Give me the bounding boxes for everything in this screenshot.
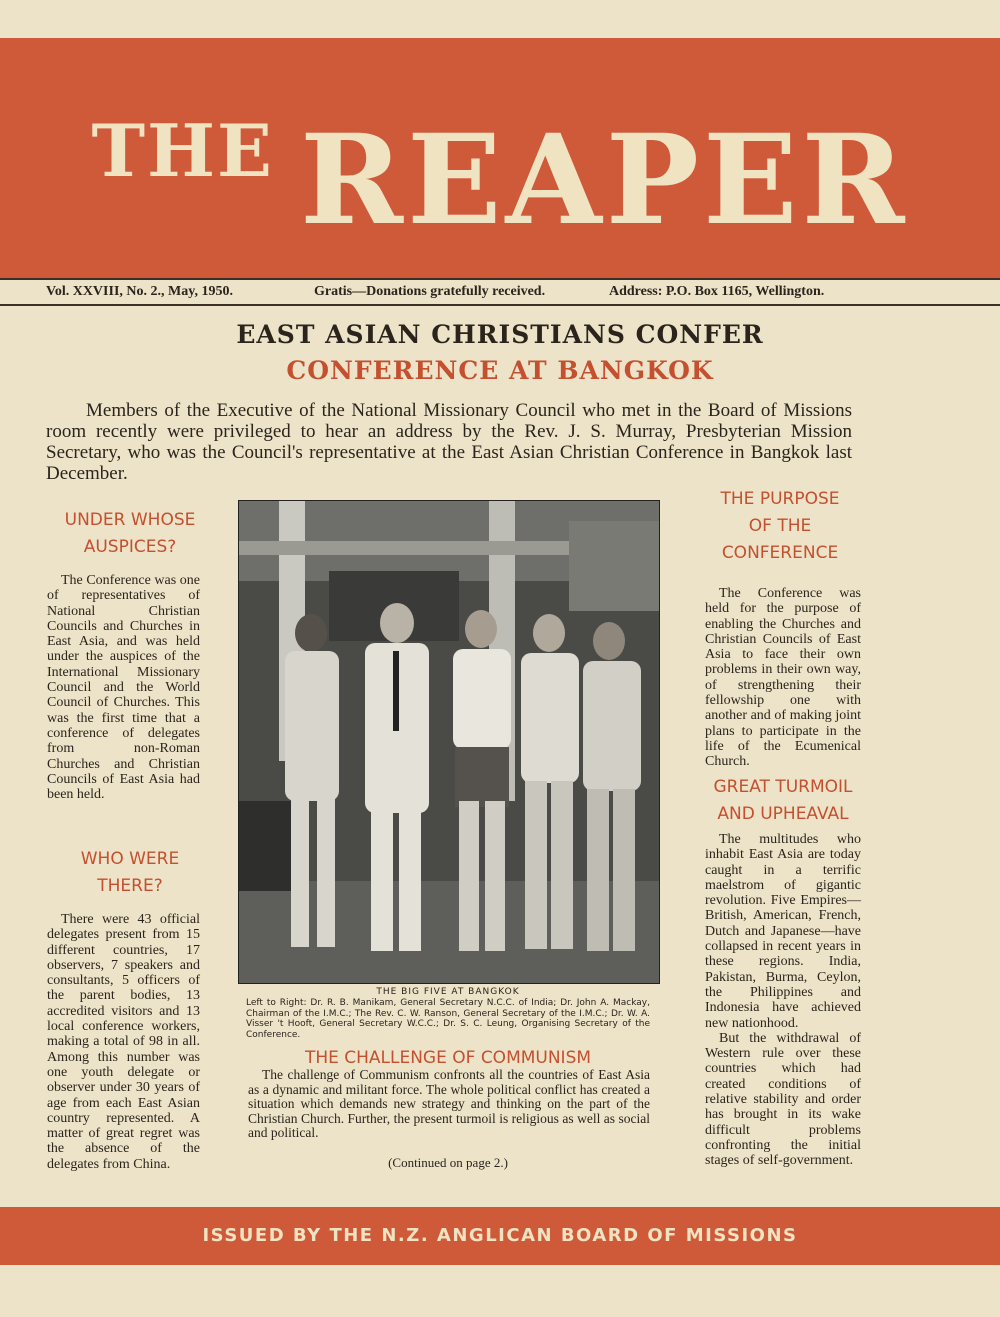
there-paragraph: There were 43 official delegates present from 15 different countries, 17 observers, 7 speakers and consultants, 5 officers of the parent bodies, 13 accredited visitors and 13 local conference workers, making a total of 98 in all. Among this number was one youth delegate or observer under 30 years of age from each East Asian country represented. A matter of great regret was the absence of the delegates from China. bbox=[47, 912, 200, 1172]
auspices-text bbox=[47, 573, 200, 802]
purpose-heading bbox=[705, 486, 855, 567]
there-heading-line1: WHO WERE bbox=[80, 849, 180, 869]
turmoil-heading-line2: AND UPHEAVAL bbox=[717, 804, 849, 824]
turmoil-paragraph-2: But the withdrawal of Western rule over these countries which had created conditions of relative stability and order has brought in its wake difficult problems confronting the initial stages of self-government. bbox=[705, 1030, 861, 1169]
masthead-banner bbox=[0, 38, 1000, 278]
communism-text bbox=[248, 1068, 650, 1141]
main-headline: EAST ASIAN CHRISTIANS CONFER bbox=[236, 320, 764, 349]
purpose-heading-line1: THE PURPOSE bbox=[720, 489, 840, 509]
masthead-reaper: REAPER bbox=[299, 108, 909, 253]
volume-info: Vol. XXVIII, No. 2., May, 1950. bbox=[46, 284, 233, 299]
there-heading-line2: THERE? bbox=[97, 876, 163, 896]
masthead-the: THE bbox=[91, 108, 274, 193]
communism-paragraph: The challenge of Communism confronts all the countries of East Asia as a dynamic and militant force. The whole political conflict has created a situation which demands new strategy and thinking on the part of the Christian Church. Further, the present turmoil is religious as well as social and political. bbox=[248, 1067, 650, 1141]
turmoil-heading bbox=[700, 774, 866, 828]
masthead-title bbox=[0, 108, 1000, 253]
photo-caption: Left to Right: Dr. R. B. Manikam, General Secretary N.C.C. of India; Dr. John A. Mackay, Chairman of the I.M.C.; The Rev. C. W. Ranson, General Secretary of the I.M.C.; Dr. W. A. Visser 't Hooft, General Secretary W.C.C.; Dr. S. C. Leung, Organising Secretary of the Conference. bbox=[246, 998, 650, 1040]
who-were-there-heading bbox=[40, 846, 220, 900]
auspices-paragraph: The Conference was one of representatives of National Christian Councils and Churches in East Asia, and was held under the auspices of the International Missionary Council and the World Council of Churches. This was the first time that a conference of delegates from non-Roman Churches and Christian Councils of East Asia had been held. bbox=[47, 573, 200, 803]
turmoil-heading-line1: GREAT TURMOIL bbox=[713, 777, 853, 797]
turmoil-paragraph-1: The multitudes who inhabit East Asia are today caught in a terrific maelstrom of gigantic revolution. Five Empires—British, American, French, Dutch and Japanese—have collapsed in recent years in these regions. India, Pakistan, Burma, Ceylon, the Philippines and Indonesia have achieved new nationhood. bbox=[705, 832, 861, 1031]
purpose-text bbox=[705, 586, 861, 770]
auspices-heading-line2: AUSPICES? bbox=[83, 537, 177, 557]
turmoil-text bbox=[705, 832, 861, 1169]
group-photo bbox=[238, 500, 660, 984]
intro-paragraph: Members of the Executive of the National Missionary Council who met in the Board of Missions room recently were privileged to hear an address by the Rev. J. S. Murray, Presbyterian Mission Secretary, who was the Council's representative at the East Asian Christian Conference in Bangkok last December. bbox=[46, 400, 852, 484]
communism-heading: THE CHALLENGE OF COMMUNISM bbox=[304, 1048, 592, 1068]
footer-banner bbox=[0, 1207, 1000, 1265]
address-info: Address: P.O. Box 1165, Wellington. bbox=[609, 284, 825, 299]
purpose-paragraph: The Conference was held for the purpose of enabling the Churches and Christian Councils of East Asia to face their own problems in their own way, of strengthening their fellowship one with another and of making joint plans to participate in the life of the Ecumenical Church. bbox=[705, 586, 861, 770]
photo-illustration bbox=[239, 501, 659, 983]
issue-info-bar bbox=[0, 278, 1000, 306]
photo-caption-title: THE BIG FIVE AT BANGKOK bbox=[376, 987, 520, 997]
purpose-heading-line3: CONFERENCE bbox=[721, 543, 839, 563]
purpose-heading-line2: OF THE bbox=[748, 516, 812, 536]
auspices-heading bbox=[40, 507, 220, 561]
sub-headline: CONFERENCE AT BANGKOK bbox=[286, 356, 714, 385]
continued-notice: (Continued on page 2.) bbox=[388, 1155, 508, 1170]
auspices-heading-line1: UNDER WHOSE bbox=[64, 510, 196, 530]
footer-text: ISSUED BY THE N.Z. ANGLICAN BOARD OF MISSIONS bbox=[202, 1225, 798, 1246]
who-were-there-text bbox=[47, 912, 200, 1172]
gratis-info: Gratis—Donations gratefully received. bbox=[314, 284, 546, 299]
